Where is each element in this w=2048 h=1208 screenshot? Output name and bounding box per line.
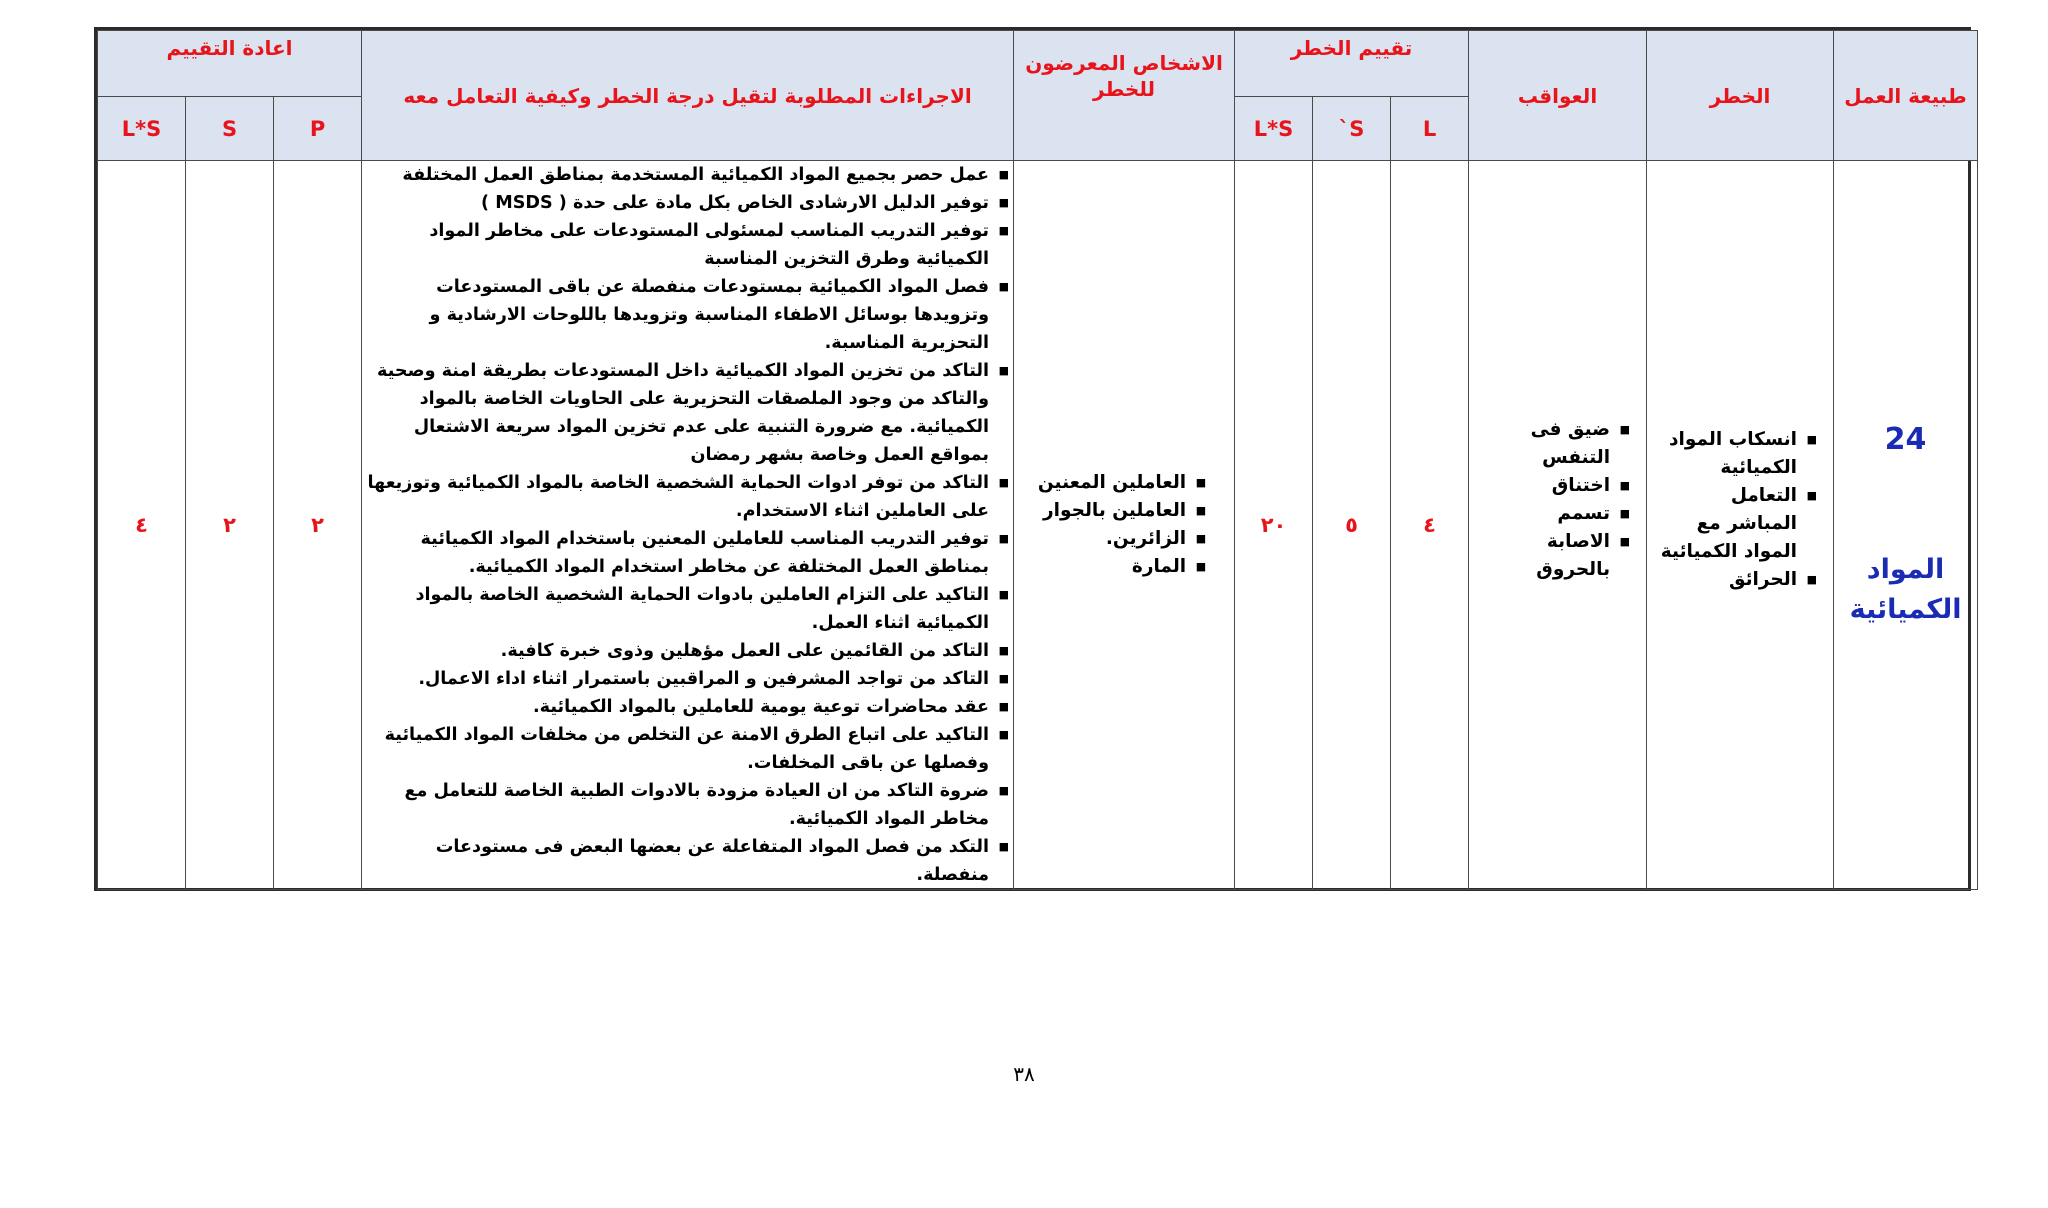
bullet-icon: ■ (1806, 573, 1818, 586)
bullet-icon: ■ (1619, 535, 1631, 548)
exposed-persons-cell (1014, 161, 1235, 890)
header-nature: طبيعة العمل (1834, 31, 1978, 161)
list-item: ■ الحرائق (1659, 566, 1821, 594)
nature-cell (1834, 161, 1978, 890)
bullet-icon: ■ (998, 168, 1010, 181)
bullet-icon: ■ (1619, 423, 1631, 436)
list-item: ■ التاكيد على التزام العاملين بادوات الحماية الشخصية الخاصة بالمواد الكميائية اثناء العمل. (362, 581, 1013, 637)
risk-ls-value: ٢٠ (1235, 161, 1313, 890)
hazards-list (1659, 426, 1821, 594)
bullet-icon: ■ (1195, 504, 1207, 517)
list-item: ■ توفير التدريب المناسب لمسئولى المستودعات على مخاطر المواد الكميائية وطرق التخزين المناسبة (362, 217, 1013, 273)
header-risk-l: L (1391, 97, 1469, 161)
hazards-cell (1647, 161, 1834, 890)
list-item: ■ عقد محاضرات توعية يومية للعاملين بالمواد الكميائية. (362, 693, 1013, 721)
bullet-icon: ■ (998, 196, 1010, 209)
header-reassess-ls: L*S (98, 97, 186, 161)
bullet-icon: ■ (998, 784, 1010, 797)
header-risk-ls: L*S (1235, 97, 1313, 161)
bullet-icon: ■ (998, 532, 1010, 545)
list-item: ■ ضروة التاكد من ان العيادة مزودة بالادوات الطبية الخاصة للتعامل مع مخاطر المواد الكميائية. (362, 777, 1013, 833)
consequences-list (1481, 416, 1634, 584)
page-number: ٣٨ (1013, 1062, 1035, 1086)
header-risk-s: S` (1313, 97, 1391, 161)
exposed-persons-list (1038, 469, 1210, 581)
risk-assessment-table (97, 30, 1978, 890)
list-item: ■ انسكاب المواد الكميائية (1659, 426, 1821, 482)
list-item: ■ توفير الدليل الارشادى الخاص بكل مادة على حدة ( MSDS ) (362, 189, 1013, 217)
list-item: ■ العاملين المعنين (1038, 469, 1210, 497)
list-item: ■ التعامل المباشر مع المواد الكميائية (1659, 482, 1821, 566)
bullet-icon: ■ (998, 728, 1010, 741)
list-item: ■ الزائرين. (1038, 525, 1210, 553)
bullet-icon: ■ (998, 588, 1010, 601)
list-item: ■ ضيق فى التنفس (1481, 416, 1634, 472)
bullet-icon: ■ (998, 280, 1010, 293)
bullet-icon: ■ (1195, 476, 1207, 489)
list-item: ■ التاكد من القائمين على العمل مؤهلين وذوى خبرة كافية. (362, 637, 1013, 665)
bullet-icon: ■ (998, 364, 1010, 377)
reassess-p-value: ٢ (274, 161, 362, 890)
header-reassess-s: S (186, 97, 274, 161)
list-item: ■ الاصابة بالحروق (1481, 528, 1634, 584)
work-nature: المواد الكميائية (1849, 554, 1962, 625)
list-item: ■ عمل حصر بجميع المواد الكميائية المستخدمة بمناطق العمل المختلفة (362, 161, 1013, 189)
risk-l-value: ٤ (1391, 161, 1469, 890)
bullet-icon: ■ (998, 672, 1010, 685)
header-hazard: الخطر (1647, 31, 1834, 161)
control-measures-cell (362, 161, 1014, 890)
header-exposed-persons: الاشخاص المعرضون للخطر (1014, 31, 1235, 161)
bullet-icon: ■ (1619, 479, 1631, 492)
risk-s-value: ٥ (1313, 161, 1391, 890)
list-item: ■ اختناق (1481, 472, 1634, 500)
bullet-icon: ■ (998, 476, 1010, 489)
consequences-cell (1469, 161, 1647, 890)
list-item: ■ المارة (1038, 553, 1210, 581)
header-reassess-p: P (274, 97, 362, 161)
list-item: ■ التاكد من تخزين المواد الكميائية داخل المستودعات بطريقة امنة وصحية والتاكد من وجود الملصقات التحزيرية على الحاويات الخاصة بالمواد الكميائية. مع ضرورة التنبية على عدم تخزين المواد سريعة الاشتعال بمواقع العمل وخاصة بشهر رمضان (362, 357, 1013, 469)
bullet-icon: ■ (1195, 560, 1207, 573)
list-item: ■ التكد من فصل المواد المتفاعلة عن بعضها البعض فى مستودعات منفصلة. (362, 833, 1013, 889)
bullet-icon: ■ (1806, 433, 1818, 446)
control-measures-list (362, 161, 1013, 889)
reassess-s-value: ٢ (186, 161, 274, 890)
bullet-icon: ■ (998, 840, 1010, 853)
bullet-icon: ■ (1195, 532, 1207, 545)
row-number: 24 (1884, 422, 1927, 457)
list-item: ■ تسمم (1481, 500, 1634, 528)
list-item: ■ التاكد من توفر ادوات الحماية الشخصية الخاصة بالمواد الكميائية وتوزيعها على العاملين اثناء الاستخدام. (362, 469, 1013, 525)
risk-assessment-sheet (94, 27, 1971, 891)
bullet-icon: ■ (1619, 507, 1631, 520)
bullet-icon: ■ (1806, 489, 1818, 502)
list-item: ■ التاكيد على اتباع الطرق الامنة عن التخلص من مخلفات المواد الكميائية وفصلها عن باقى المخلفات. (362, 721, 1013, 777)
reassess-ls-value: ٤ (98, 161, 186, 890)
header-reassessment: اعادة التقييم (98, 31, 362, 97)
header-risk-assessment: تقييم الخطر (1235, 31, 1469, 97)
list-item: ■ توفير التدريب المناسب للعاملين المعنين باستخدام المواد الكميائية بمناطق العمل المختلفة عن مخاطر استخدام المواد الكميائية. (362, 525, 1013, 581)
table-row (98, 161, 1978, 890)
bullet-icon: ■ (998, 644, 1010, 657)
bullet-icon: ■ (998, 224, 1010, 237)
list-item: ■ العاملين بالجوار (1038, 497, 1210, 525)
header-control-measures: الاجراءات المطلوبة لتقيل درجة الخطر وكيفية التعامل معه (362, 31, 1014, 161)
list-item: ■ التاكد من تواجد المشرفين و المراقبين باستمرار اثناء اداء الاعمال. (362, 665, 1013, 693)
bullet-icon: ■ (998, 700, 1010, 713)
list-item: ■ فصل المواد الكميائية بمستودعات منفصلة عن باقى المستودعات وتزويدها بوسائل الاطفاء المناسبة وتزويدها باللوحات الارشادية و التحزيرية المناسبة. (362, 273, 1013, 357)
header-consequences: العواقب (1469, 31, 1647, 161)
